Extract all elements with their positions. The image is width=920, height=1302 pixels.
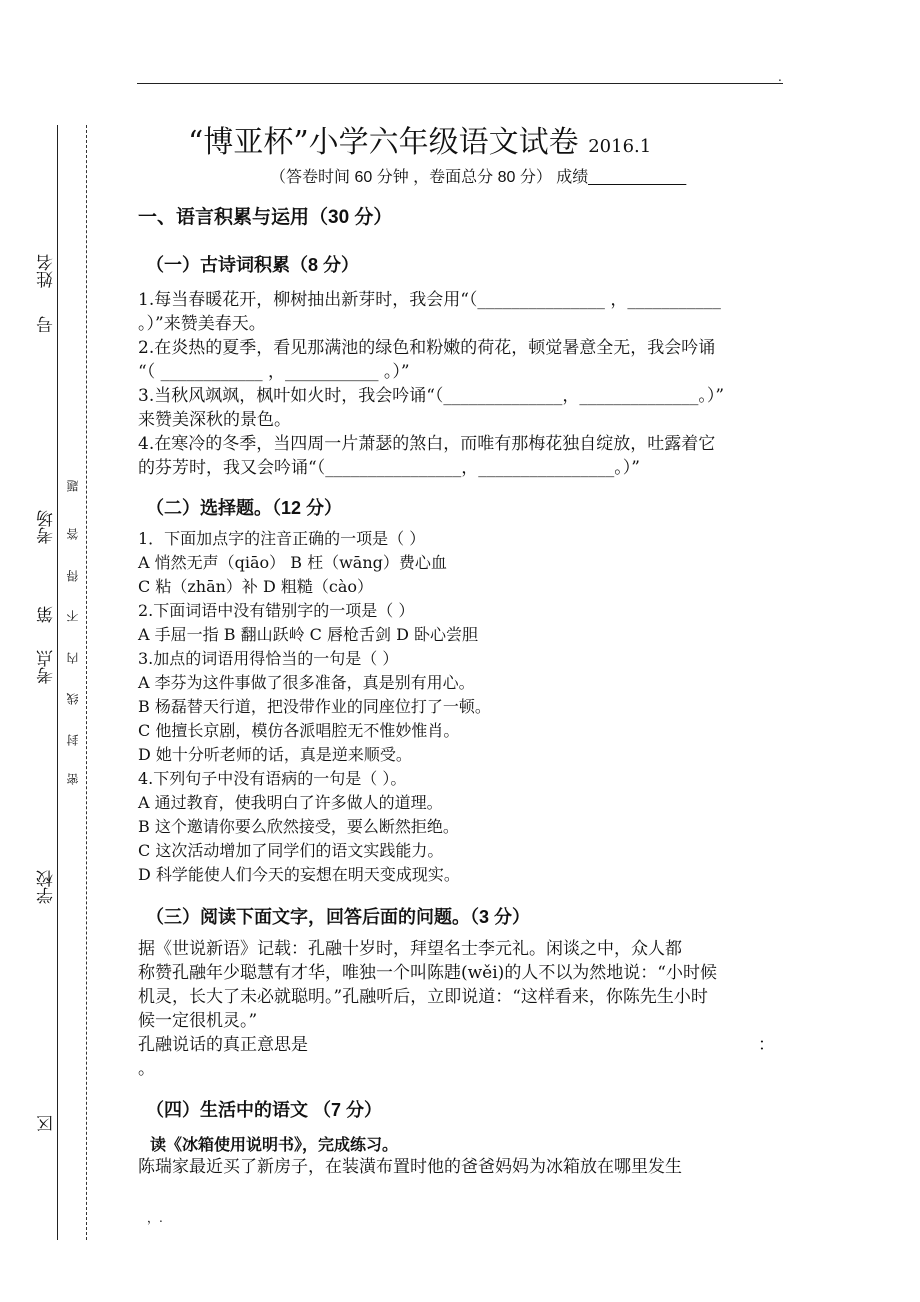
part4-line: 陈瑞家最近买了新房子，在装潢布置时他的爸爸妈妈为冰箱放在哪里发生 — [138, 1157, 682, 1177]
part3-line: 据《世说新语》记载：孔融十岁时，拜望名士李元礼。闲谈之中，众人都 — [138, 939, 682, 959]
seal-char: 得 — [66, 570, 80, 582]
part4-subtitle: 读《冰箱使用说明书》，完成练习。 — [150, 1137, 399, 1154]
side-room-label: 考场 — [37, 510, 57, 544]
part2-line: A 手屈一指 B 翻山跃岭 C 唇枪舌剑 D 卧心尝胆 — [138, 625, 478, 644]
part2-line: C 粘（zhān）补 D 粗糙（cào） — [138, 577, 374, 596]
seal-char: 线 — [66, 693, 80, 705]
part1-line: 4.在寒冷的冬季，当四周一片萧瑟的煞白，而唯有那梅花独自绽放，吐露着它 — [138, 434, 716, 454]
part3-title: （三）阅读下面文字，回答后面的问题。（3 分） — [146, 907, 531, 927]
exam-title — [188, 117, 651, 161]
part3-end-mark: 。 — [138, 1059, 155, 1079]
seal-char: 密 — [66, 773, 80, 785]
part1-line: 。）”来赞美春天。 — [138, 314, 266, 334]
part1-line: 来赞美深秋的景色。 — [138, 410, 291, 430]
corner-mark: . — [778, 70, 782, 84]
part2-line: D 科学能使人们今天的妄想在明天变成现实。 — [138, 865, 460, 884]
part3-question: 孔融说话的真正意思是 — [138, 1035, 308, 1055]
part1-line: 3.当秋风飒飒，枫叶如火时，我会吟诵“（______________，______________。）” — [138, 386, 725, 406]
part2-line: A 通过教育，使我明白了许多做人的道理。 — [138, 793, 443, 812]
part3-line: 称赞孔融年少聪慧有才华，唯独一个叫陈韪(wěi)的人不以为然地说：“小时候 — [138, 963, 718, 983]
seal-char: 答 — [66, 528, 80, 540]
part1-line: 1.每当春暖花开，柳树抽出新芽时，我会用“（_______________ ，___________ — [138, 290, 721, 310]
part2-line: 4.下列句子中没有语病的一句是（ ）。 — [138, 769, 407, 788]
side-site-label: 考点 — [37, 650, 57, 684]
part4-title: （四）生活中的语文 （7 分） — [146, 1100, 383, 1120]
part1-title: （一）古诗词积累（8 分） — [146, 255, 360, 275]
part2-line: C 这次活动增加了同学们的语文实践能力。 — [138, 841, 444, 860]
part1-line: 2.在炎热的夏季，看见那满池的绿色和粉嫩的荷花，顿觉暑意全无，我会吟诵 — [138, 338, 716, 358]
part2-line: B 杨磊替天行道，把没带作业的同座位打了一顿。 — [138, 697, 491, 716]
exam-year: 2016.1 — [588, 136, 652, 157]
part2-line: A 悄然无声（qiāo） B 枉（wāng）费心血 — [138, 553, 447, 572]
section1-title: 一、语言积累与运用（30 分） — [138, 207, 393, 228]
seal-char: 内 — [66, 652, 80, 664]
part2-line: C 他擅长京剧，模仿各派唱腔无不惟妙惟肖。 — [138, 721, 460, 740]
footer-mark: ，. — [147, 1211, 163, 1225]
part2-line: 2.下面词语中没有错别字的一项是（ ） — [138, 601, 415, 620]
seal-char: 封 — [66, 734, 80, 746]
part1-line: “（ ____________ ，___________ 。）” — [138, 362, 410, 382]
part3-colon: ： — [758, 1035, 775, 1055]
part2-title: （二）选择题。（12 分） — [146, 498, 343, 518]
binding-dashed-line — [86, 125, 87, 1240]
part2-line: D 她十分听老师的话，真是逆来顺受。 — [138, 745, 412, 764]
part2-line: B 这个邀请你要么欣然接受，要么断然拒绝。 — [138, 817, 459, 836]
side-school-label: 学校 — [37, 870, 57, 904]
part3-line: 候一定很机灵。” — [138, 1011, 258, 1031]
side-seat-label: 第 — [37, 606, 57, 623]
side-district-label: 区 — [37, 1115, 57, 1132]
exam-title-text: “博亚杯”小学六年级语文试卷 — [188, 125, 579, 160]
seal-char: 不 — [66, 610, 80, 622]
part2-line: 3.加点的词语用得恰当的一句是（ ） — [138, 649, 399, 668]
seal-char: 题 — [66, 480, 80, 492]
part2-line: A 李芬为这件事做了很多准备，真是别有用心。 — [138, 673, 475, 692]
side-name-label: 姓名 — [37, 254, 57, 288]
part2-line: 1．下面加点字的注音正确的一项是（ ） — [138, 529, 426, 548]
exam-subtitle: （答卷时间 60 分钟 ，卷面总分 80 分） 成绩___________ — [270, 169, 687, 186]
part1-line: 的芬芳时，我又会吟诵“（________________，________________。）” — [138, 458, 640, 478]
top-rule — [137, 83, 783, 84]
side-number-label: 号 — [37, 316, 57, 333]
part3-line: 机灵，长大了未必就聪明。”孔融听后，立即说道：“这样看来，你陈先生小时 — [138, 987, 708, 1007]
